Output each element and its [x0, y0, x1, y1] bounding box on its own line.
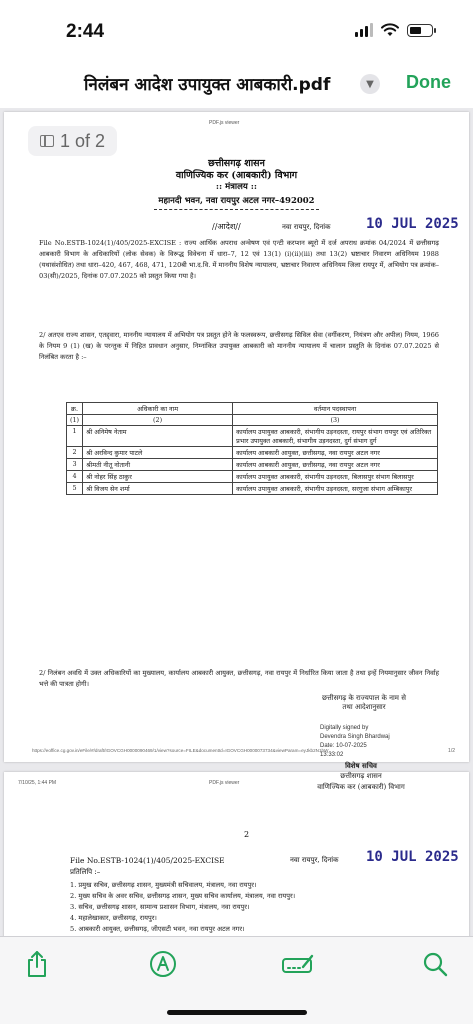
- table-cell: कार्यालय उपायुक्त आबकारी, संभागीय उड़नदस्ता, बिलासपुर संभाग बिलासपुर: [233, 471, 438, 483]
- column-header: क्र.: [67, 403, 83, 415]
- table-row: [67, 426, 438, 447]
- page2-timestamp: 7/10/25, 1:44 PM: [18, 780, 57, 786]
- pdf-page-1: [4, 112, 469, 762]
- header-line-1: छत्तीसगढ़ शासन: [208, 158, 265, 169]
- paragraph-3: 2/ निलंबन अवधि में उक्त अधिकारियों का मुख्यालय, कार्यालय आबकारी आयुक्त, छत्तीसगढ़, नवा रायपुर में निर्धारित किया जाता है तथा इन्हें नियमानुसार जीवन निर्वाह भत्ते की पात्रता होगी।: [39, 669, 439, 688]
- page2-place-date-label: नवा रायपुर, दिनांक: [290, 856, 339, 864]
- signature-line: 13:33:02: [320, 752, 344, 758]
- status-icons: [355, 23, 433, 37]
- page-indicator[interactable]: [28, 126, 117, 156]
- order-title: //आदेश//: [212, 222, 241, 231]
- header-line-3: :: मंत्रालय ::: [215, 182, 258, 192]
- page2-date-stamp: 10 JUL 2025: [366, 849, 459, 865]
- pdf-viewer[interactable]: [0, 108, 473, 936]
- browser-header: PDF.js viewer: [209, 120, 240, 126]
- authority-line: छत्तीसगढ़ के राज्यपाल के नाम से: [322, 694, 406, 702]
- designation-block: [276, 760, 446, 793]
- table-cell: श्री अनिमेष नेताम: [83, 426, 233, 447]
- table-cell: श्री नोहर सिंह ठाकुर: [83, 471, 233, 483]
- copy-label: प्रतिलिपि :–: [70, 868, 101, 876]
- table-row: [67, 459, 438, 471]
- header-line-4: महानदी भवन, नवा रायपुर अटल नगर–492002: [158, 196, 315, 206]
- footer-page-number: 1/2: [448, 748, 455, 754]
- pdf-page-2: [4, 772, 469, 936]
- chevron-down-icon[interactable]: ▼: [360, 74, 380, 94]
- header-divider: [154, 209, 319, 210]
- status-bar: [0, 0, 473, 60]
- signature-icon[interactable]: [280, 949, 316, 979]
- share-icon[interactable]: [22, 949, 52, 979]
- table-subheader-row: [67, 415, 438, 426]
- nav-bar: [0, 60, 473, 108]
- sidebar-icon: [40, 135, 54, 147]
- list-item: 3. सचिव, छत्तीसगढ़ शासन, सामान्य प्रशासन विभाग, मंत्रालय, नवा रायपुर।: [70, 903, 250, 911]
- officers-table: [66, 402, 438, 495]
- markup-icon[interactable]: [148, 949, 178, 979]
- column-subheader: (1): [67, 415, 83, 426]
- list-item: 5. आबकारी आयुक्त, छत्तीसगढ़, जीएसटी भवन, नवा रायपुर अटल नगर।: [70, 925, 245, 933]
- home-indicator[interactable]: [167, 1010, 307, 1015]
- place-date-label: नवा रायपुर, दिनांक: [282, 223, 331, 231]
- table-cell: कार्यालय उपायुक्त आबकारी, संभागीय उड़नदस्ता, रायपुर संभाग रायपुर एवं अतिरिक्त प्रभार उपायुक्त आबकारी, संभागीय उड़नदस्ता, दुर्ग संभाग दुर्ग: [233, 426, 438, 447]
- authority-line: तथा आदेशानुसार: [342, 703, 386, 711]
- designation-line: वाणिज्यिक कर (आबकारी) विभाग: [317, 783, 405, 791]
- battery-icon: [407, 24, 433, 37]
- designation-line: छत्तीसगढ़ शासन: [340, 772, 382, 780]
- signature-line: Date: 10-07-2025: [320, 743, 367, 749]
- table-cell: श्री विजय सेन शर्मा: [83, 483, 233, 495]
- digital-signature: [320, 724, 390, 760]
- column-header: वर्तमान पदस्थापना: [233, 403, 438, 415]
- date-stamp: 10 JUL 2025: [366, 216, 459, 232]
- table-row: [67, 483, 438, 495]
- signature-line: Devendra Singh Bhardwaj: [320, 734, 390, 740]
- table-cell: कार्यालय आबकारी आयुक्त, छत्तीसगढ़, नवा रायपुर अटल नगर: [233, 447, 438, 459]
- page2-file-no: File No.ESTB-1024(1)/405/2025-EXCISE: [70, 856, 225, 865]
- table-cell: 3: [67, 459, 83, 471]
- authority-block: [284, 694, 444, 712]
- page2-number: 2: [244, 830, 250, 839]
- page-indicator-label: 1 of 2: [60, 130, 106, 151]
- table-cell: 2: [67, 447, 83, 459]
- table-cell: 5: [67, 483, 83, 495]
- paragraph-2: 2/ अतएव राज्य शासन, एतद्द्वारा, माननीय न्यायालय में अभियोग पत्र प्रस्तुत होने के फलस्वरूप, छत्तीसगढ़ सिविल सेवा (वर्गीकरण, नियंत्रण और अपील) नियम, 1966 के नियम 9 (1) (ख) के परन्तुक में निहित प्रावधान अनुसार, निम्नांकित उपायुक्त आबकारी को माननीय न्यायालय में चालान प्रस्तुति के दिनांक 07.07.2025 से निलंबित करता है :–: [39, 331, 439, 361]
- table-cell: श्री अरविन्द कुमार पाटले: [83, 447, 233, 459]
- table-cell: कार्यालय आबकारी आयुक्त, छत्तीसगढ़, नवा रायपुर अटल नगर: [233, 459, 438, 471]
- search-icon[interactable]: [420, 949, 450, 979]
- column-subheader: (3): [233, 415, 438, 426]
- footer-url: https://eoffice.cg.gov.in/eFile/#/draft/IGOVCGH0000090469/1/view?source=FILE&documentId=IGOVCGH0000073734&viewParam=eyJkb2N1bW: [32, 748, 329, 753]
- signature-line: Digitally signed by: [320, 725, 369, 731]
- done-button[interactable]: Done: [406, 72, 451, 92]
- header-line-2: वाणिज्यिक कर (आबकारी) विभाग: [175, 170, 298, 181]
- table-row: [67, 447, 438, 459]
- table-cell: श्रीमती नीतू नोतानी: [83, 459, 233, 471]
- designation-line: विशेष सचिव: [345, 761, 377, 770]
- list-item: 4. महालेखाकार, छत्तीसगढ़, रायपुर।: [70, 914, 157, 922]
- wifi-icon: [381, 23, 399, 37]
- bottom-toolbar: [0, 936, 473, 1024]
- list-item: 2. मुख्य सचिव के अवर सचिव, छत्तीसगढ़ शासन, मुख्य सचिव कार्यालय, मंत्रालय, नवा रायपुर।: [70, 892, 296, 900]
- copy-list: [70, 880, 295, 935]
- table-cell: कार्यालय उपायुक्त आबकारी, संभागीय उड़नदस्ता, सरगुजा संभाग अम्बिकापुर: [233, 483, 438, 495]
- cellular-signal-icon: [355, 23, 373, 37]
- status-time: 2:44: [66, 21, 105, 42]
- document-title[interactable]: निलंबन आदेश उपायुक्त आबकारी.pdf: [84, 75, 331, 95]
- table-cell: 1: [67, 426, 83, 447]
- paragraph-1: File No.ESTB-1024(1)/405/2025-EXCISE : राज्य आर्थिक अपराध अन्वेषण एवं एन्टी करप्शन ब्यूरो में दर्ज अपराध क्रमांक 04/2024 में छत्तीसगढ़ आबकारी विभाग के अधिकारियों (लोक सेवक) के विरूद्ध विवेचना में धारा–7, 12 एवं 13(1) (i)(ii)(iii) तथा 13(2) भ्रष्टाचार निवारण अधिनियम 1988 (यथासंशोधित) तथा धारा–420, 467, 468, 471, 120बी भा.द.वि. में माननीय विशेष न्यायालय, भ्रष्टाचार निवारण अधिनियम जिला रायपुर में, अभियोग पत्र क्रमांक–03(सी)/2025, दिनांक 07.07.2025 को प्रस्तुत किया गया है।: [39, 239, 439, 280]
- table-cell: 4: [67, 471, 83, 483]
- table-header-row: [67, 403, 438, 415]
- column-subheader: (2): [83, 415, 233, 426]
- column-header: अधिकारी का नाम: [83, 403, 233, 415]
- page2-browser-header: PDF.js viewer: [209, 780, 240, 786]
- list-item: 1. प्रमुख सचिव, छत्तीसगढ़ शासन, मुख्यमंत्री सचिवालय, मंत्रालय, नवा रायपुर।: [70, 881, 257, 889]
- table-row: [67, 471, 438, 483]
